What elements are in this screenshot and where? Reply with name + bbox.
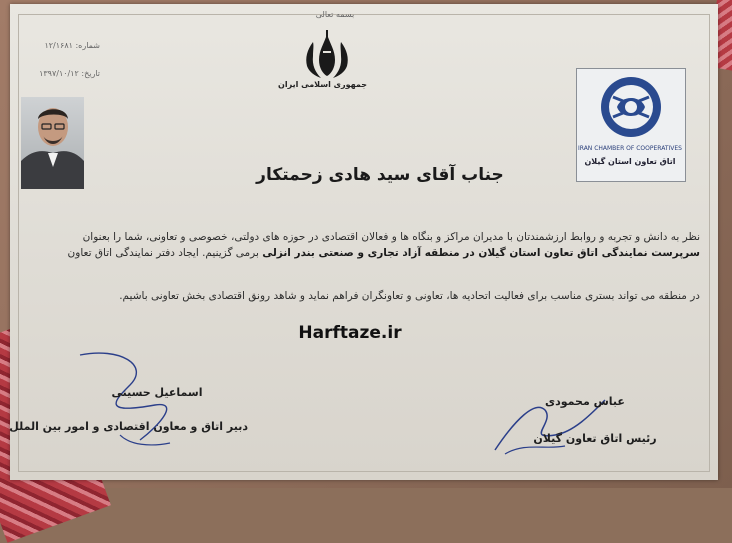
motto: بسمه تعالی bbox=[315, 10, 355, 19]
watermark: Harftaze.ir bbox=[298, 323, 402, 343]
body-line-2 bbox=[67, 247, 700, 259]
chamber-globe-icon bbox=[577, 69, 685, 149]
left-signatory-title: دبیر اتاق و معاون اقتصادی و امور بین الملل bbox=[9, 420, 248, 433]
body-line-2-rest: برمی گزینیم. ایجاد دفتر نمایندگی اتاق تعاون bbox=[67, 247, 263, 259]
recipient-title: جناب آقای سید هادی زحمتکار bbox=[256, 165, 504, 185]
left-signatory-name: اسماعیل حسینی bbox=[111, 386, 203, 399]
chamber-name-en: IRAN CHAMBER OF COOPERATIVES bbox=[578, 145, 682, 152]
right-signatory-title: رئیس اتاق تعاون گیلان bbox=[533, 432, 657, 445]
body-line-3: در منطقه می تواند بستری مناسب برای فعالیت اتحادیه ها، تعاونی و تعاونگران فراهم نماید و شاهد رونق اقتصادی بخش تعاونی باشیم. bbox=[119, 290, 700, 302]
signature-right-icon bbox=[485, 380, 615, 460]
letter-number: شماره: ۱۲/۱۶۸۱ bbox=[44, 41, 100, 50]
right-signatory-name: عباس محمودی bbox=[545, 395, 625, 408]
signature-left-icon bbox=[60, 345, 220, 455]
body-line-1: نظر به دانش و تجربه و روابط ارزشمندتان با مدیران مراکز و بنگاه ها و فعالان اقتصادی در حوزه های دولتی، خصوصی و تعاونی، شما را بعنوان bbox=[82, 231, 700, 243]
portrait-photo bbox=[21, 97, 84, 189]
chamber-name-fa: اتاق تعاون استان گیلان bbox=[584, 157, 676, 166]
emblem-caption: جمهوری اسلامی ایران bbox=[278, 80, 367, 89]
appointment-highlight: سرپرست نمایندگی اتاق تعاون استان گیلان در منطقه آزاد تجاری و صنعتی بندر انزلی bbox=[262, 247, 700, 259]
letter-date: تاریخ: ۱۳۹۷/۱۰/۱۲ bbox=[39, 69, 100, 78]
